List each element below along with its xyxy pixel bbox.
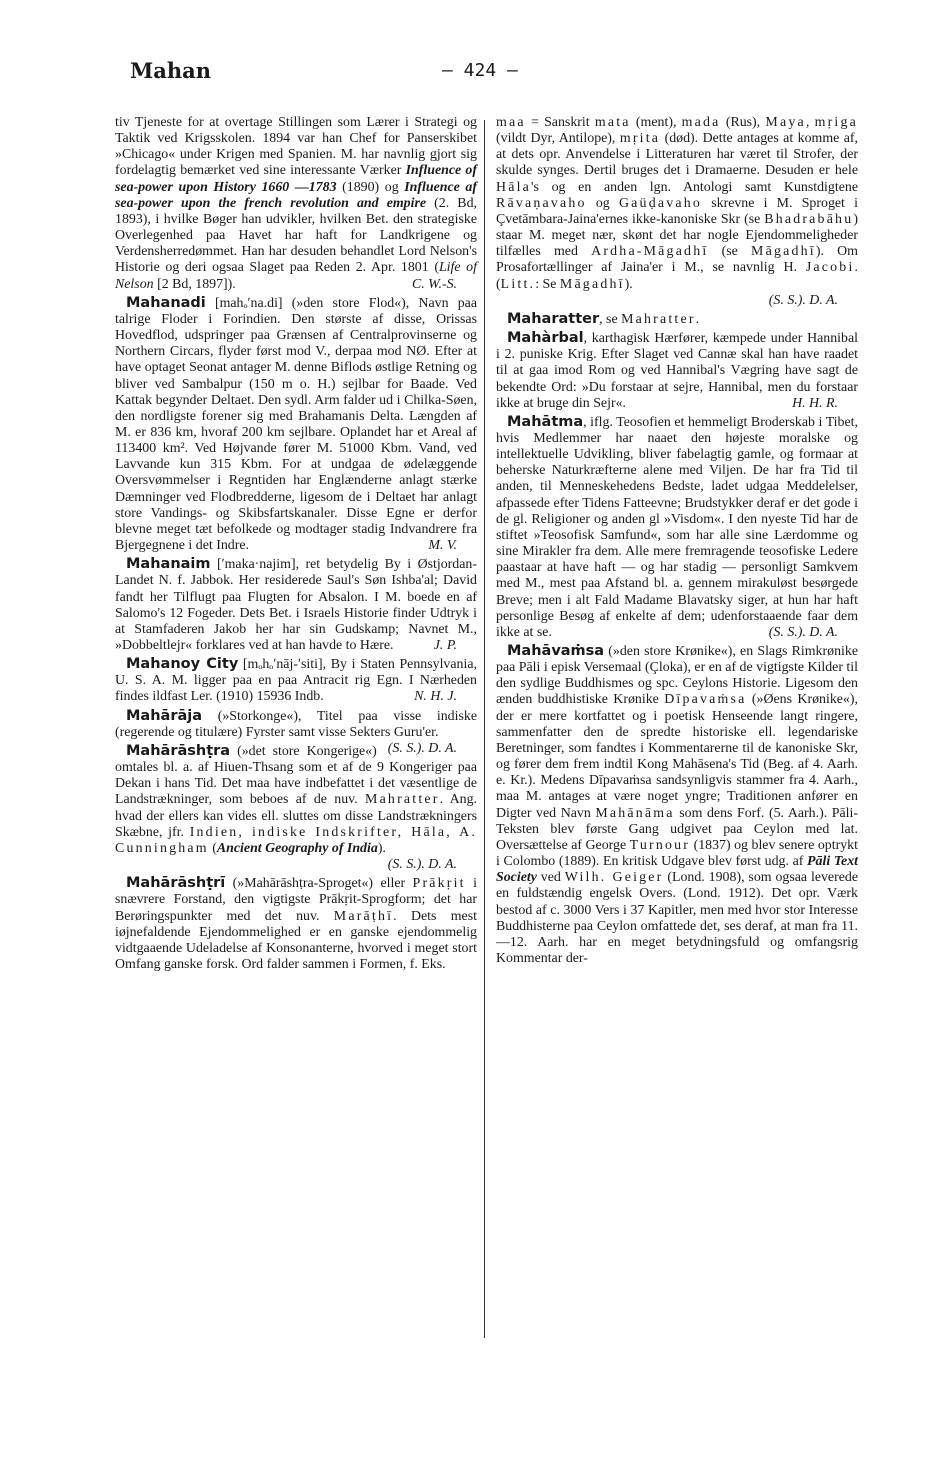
page-header	[130, 58, 850, 90]
cross-reference: Mahānāma	[595, 805, 675, 821]
cross-reference: Turnour	[629, 837, 691, 853]
entry-mahatma	[496, 414, 858, 641]
work-title: Life of Nelson	[115, 260, 477, 292]
entry-maharashtri-continued	[496, 115, 858, 309]
cross-reference: Mahratter	[621, 311, 696, 327]
entry-text: . Dets mest iøjnefaldende Ejendommelighed er en ganske ejendommelig vidtgaaende Udeladelse af Konsonanterne, hvorved i meget stort Omfang ganske forsk. Ord falder sammen i Formen, f. Eks.	[115, 908, 477, 972]
entry-text: . (	[496, 260, 858, 292]
author-signature: (S. S.). D. A.	[768, 624, 838, 640]
author-signature: H. H. R.	[792, 395, 838, 411]
entry-text: (»Mahārāshṭra-Sproget«) eller	[225, 876, 413, 892]
author-signature: C. W.-S.	[411, 276, 457, 292]
entry-text: [mahₒʹna.di] (»den store Flod«), Navn paa talrige Floder i Forindien. Den største af disse, Orissas Hovedflod, udspringer paa Grænsen af Centralprovinserne og Northern Circars, flyder først mod V., derpaa mod NØ. Efter at have optaget Seonat antager M. denne Biflods østlige Retning og bliver ved Sambalpur (150 m o. H.) sejlbar for Baade. Ved Kattak begynder Deltaet. Den sydl. Arm falder ud i Chilka-Søen, den nordligste forener sig med Brahamanis Delta. Længden af M. er 836 km, hvoraf 200 km sejlbare. Oplandet har et Areal af 113400 km². Ved Højvande fører M. 51000 Kbm. Vand, ved Lavvande kun 315 Kbm. For at undgaa de ødelæggende Oversvømmelser i Regntiden har Englænderne anlagt stærke Dæmninger ved Flodbredderne, ligesom de i Deltaet har anlagt store Vandings- og Skibsfartskanaler. Disse Egne er derfor blevne meget tæt befolkede og modtager stadig Indvandrere fra Bjergegnene i det Indre.	[115, 295, 477, 554]
cross-reference: Marāṭhī	[333, 908, 394, 924]
column-divider	[484, 120, 485, 1338]
entry-text: ).	[377, 840, 386, 856]
headword: Mahātma	[507, 413, 584, 430]
work-title: Pāli Text Society	[496, 854, 858, 886]
example-word: mada	[681, 115, 721, 130]
entry-text: [2 Bd, 1897]).	[153, 276, 236, 292]
author-signature: (S. S.). D. A.	[768, 292, 838, 308]
example-word: mṛita	[619, 131, 661, 147]
entry-text: ).	[624, 276, 633, 292]
entry-mahanoy-city	[115, 656, 477, 705]
headword: Maharatter	[507, 310, 600, 327]
entry-text: i snævrere Forstand, den vigtigste Prākṛit-Sprogform; det har Berøringspunkter med det nuv.	[115, 876, 477, 924]
cross-reference: Ardha-Māgadhī	[591, 244, 709, 260]
cross-reference: Māgadhī	[559, 276, 625, 292]
headword: Mahanadi	[126, 294, 206, 311]
entry-text: [ʹmaka·najim], ret betydelig By i Østjordan-Landet N. f. Jabbok. Her residerede Saul's Søn Ishba'al; David fandt her Tilflugt paa Flugten for Absalon. I M. boede en af Salomo's 12 Fogeder. Dets Bet. i Israels Historie finder Udtryk i at Stamfaderen Jakob her har sin Gudskamp; Navnet M., »Dobbeltlejr« forklares ved at han havde to Hære.	[115, 557, 477, 653]
author-signature: (S. S.). D. A.	[387, 857, 457, 873]
entry-text: = Sanskrit	[525, 115, 595, 130]
entry-text: (se	[708, 244, 752, 260]
work-title: Ancient Geography of India	[216, 840, 378, 856]
entry-text: .	[695, 311, 700, 327]
headword: Mahārāja	[126, 707, 203, 724]
entry-text: tiv Tjeneste for at overtage Stillingen som Lærer i Strategi og Taktik ved Krigsskolen. 1894 var han Chef for Panserskibet »Chicago« under Krigen med Spanien. M. har navnlig gjort sig fordelagtig bemærket ved sine interessante Værker	[115, 115, 477, 179]
entry-text: ,	[805, 115, 815, 130]
entry-text: , se	[599, 311, 622, 327]
entry-text: (Rus),	[720, 115, 766, 130]
entry-text: , iflg. Teosofien et hemmeligt Broderskab i Tibet, hvis Medlemmer har naaet den højeste moralske og intellektuelle Udvikling, bliver fabelagtig gamle, og formaar at beherske Naturkræfterne alene med Viljen. De har fra Tid til anden, til Menneskehedens Bedste, ladet udgaa Meddelelser, afpassede efter Tidens Fatteevne; Brudstykker deraf er det gode i de gl. Religioner og anden gl »Visdom«. I den nyeste Tid har de stiftet »Teosofisk Samfund«, som har alle sine Lærdomme og sine Mirakler fra dem. Alle mere fremragende teosofiske Ledere paastaar at have haft — og har stadig — personligt Samkvem med M., mest paa Afstand bl. a. gennem mirakuløst besørgede Breve; men i alt Fald Madame Blavatsky siger, at hun har haft personlige Besøg af enkelte af dem; udenforstaaende faar dem ikke at se.	[496, 414, 858, 640]
entry-text: (»Øens Krønike«), der er mere kortfattet og i poetisk Henseende langt ringere, sammenfatter den de spredte historiske ell. legendariske Beretninger, som fandtes i Kommentarerne til de kanoniske Skr, og fører dem frem indtil Kong Mahāsena's Tid (Beg. af 4. Aarh. e. Kr.). Medens Dīpavaṁsa sandsynligvis stammer fra 4. Aarh., maa M. antages at være noget yngre; Traditionen anfører en Digter ved Navn	[496, 692, 858, 821]
cross-reference: Hāla	[496, 179, 532, 195]
entry-maharashtra	[115, 740, 477, 873]
entry-text: skrevne i M. Sproget i Çvetāmbara-Jaina'ernes ikke-kanoniske Skr (se	[496, 195, 858, 227]
entry-text: (ment),	[630, 115, 682, 130]
entry-text: (»det store Kongerige«) omtales bl. a. af Hiuen-Thsang som et af de 9 Kongeriger paa Dekan i hans Tid. Det maa have indbefattet i det væsentlige de Landstrækninger, som beboes af de nuv.	[115, 743, 477, 808]
cross-reference: Prākṛit	[412, 876, 466, 892]
author-signature: J. P.	[433, 638, 457, 653]
right-column	[496, 115, 858, 969]
entry-text: ) staar M. meget nær, skønt det har nogle Ejendommeligheder tilfælles med	[496, 211, 858, 260]
headword: Mahārāshṭrī	[126, 875, 226, 892]
headword: Mahàrbal	[507, 330, 584, 347]
author-signature: (S. S.). D. A.	[387, 740, 457, 756]
entry-maharashtri	[115, 875, 477, 973]
headword: Mahanoy City	[126, 656, 239, 673]
entry-text: . Ang. hvad der ellers kan vides ell. sluttes om disse Landstrækningers Skæbne, jfr.	[115, 792, 477, 840]
cross-reference: Dīpavaṁsa	[664, 692, 747, 708]
entry-mahanaim	[115, 556, 477, 654]
entry-text: (1837) og blev senere optrykt i Colombo (1889). En kritisk Udgave blev først udg. af	[496, 837, 858, 870]
example-word: mṛiga	[814, 115, 858, 130]
entry-mahan-continued	[115, 115, 477, 293]
entry-text: som dens Forf. (5. Aarh.). Pāli-Teksten blev første Gang udgivet paa Ceylon med lat. Oversættelse af George	[496, 805, 858, 853]
entry-maharbal	[496, 330, 858, 412]
example-word: Maya	[765, 115, 806, 130]
cross-reference: Wilh. Geiger	[564, 870, 664, 886]
cross-reference: Indien, indiske Indskrifter, Hāla, A. Cunningham	[115, 824, 477, 856]
author-signature: N. H. J.	[414, 689, 457, 705]
author-signature: M. V.	[428, 538, 457, 554]
entry-mahavamsa	[496, 643, 858, 967]
entry-text: (2. Bd, 1893), i hvilke Bøger han udvikler, hvilken Bet. den strategiske Overlegenhed paa Havet har haft for Landkrigene og Verdensherredømmet. Han har desuden behandlet Lord Nelson's Historie og deri ogsaa Slaget paa Reden 2. Apr. 1801 (	[115, 195, 477, 276]
entry-text: (vildt Dyr, Antilope),	[496, 131, 620, 147]
example-word: mata	[594, 115, 631, 130]
cross-reference: Jacobi	[805, 260, 855, 276]
work-title: Influence af sea-power upon the french revolution and empire	[115, 179, 478, 211]
entry-text: 's og en anden lgn. Antologi samt Kunstdigtene	[531, 179, 858, 195]
work-title: Influence of sea-power upon History 1660 —1783	[115, 163, 477, 195]
entry-text: [mₒhₒʹnāj-ʹsiti], By i Staten Pennsylvania, U. S. A. M. ligger paa en paa Antracit rig Egn. I Nærheden findes ildfast Ler. (1910) 15936 Indb.	[115, 657, 477, 705]
entry-text: (	[208, 840, 217, 856]
cross-reference: Gaüḍavaho	[618, 195, 703, 211]
entry-maharatter	[496, 311, 858, 328]
entry-text: (Lond. 1908), som ogsaa leverede en fuldstændig engelsk Overs. (Lond. 1912). Det opr. Værk bestod af c. 3000 Vers i 37 Kapitler, men med hvor stor Interesse Buddhisterne paa Ceylon omfattede det, ses deraf, at man fra 11.—12. Aarh. har en meget betydningsfuld og omfangsrig Kommentar der-	[496, 870, 858, 966]
entry-text: , karthagisk Hærfører, kæmpede under Hannibal i 2. puniske Krig. Efter Slaget ved Cannæ skal han have raadet til at gaa imod Rom og ved Hannibal's Vægring have sagt de bekendte Ord: »Du forstaar at sejre, Hannibal, men du forstaar ikke at bruge din Sejr«.	[496, 331, 858, 411]
entry-text: ). Om Prosafortællinger af Jaina'er i M., se navnlig H.	[496, 244, 858, 276]
left-column	[115, 115, 477, 975]
literature-label: Litt.	[500, 276, 536, 292]
entry-mahanadi	[115, 295, 477, 555]
running-head-title: Mahan	[130, 58, 211, 83]
cross-reference: Mahratter	[365, 792, 440, 808]
entry-text: og	[586, 195, 619, 211]
example-word: maa	[496, 115, 526, 130]
cross-reference: Bhadrabāhu	[764, 211, 854, 227]
entry-text: : Se	[535, 276, 560, 292]
entry-text: (»den store Krønike«), en Slags Rimkrønike paa Pāli i episk Versemaal (Çloka), er en af de vigtigste Kilder til den sydlige Buddhismes og spc. Ceylons Historie. Ligesom den ænden buddhistiske Krønike	[496, 644, 858, 708]
entry-text: (»Storkonge«), Titel paa visse indiske (regerende og titulære) Fyrster samt visse Sekters Guru'er.	[115, 708, 477, 740]
entry-text: ved	[536, 870, 565, 886]
entry-text: (død). Dette antages at komme af, at dets opr. Anvendelse i Litteraturen har været til Strofer, der skulde synges. Dertil bruges det i Dramaerne. Desuden er hele	[496, 131, 858, 179]
cross-reference: Rāvaṇavaho	[496, 195, 587, 211]
cross-reference: Māgadhī	[751, 244, 816, 260]
headword: Mahāvaṁsa	[507, 643, 605, 659]
headword: Mahārāshṭra	[126, 742, 231, 759]
entry-text: (1890) og	[336, 179, 405, 195]
page-number: — 424 —	[442, 60, 518, 81]
headword: Mahanaim	[126, 556, 211, 573]
